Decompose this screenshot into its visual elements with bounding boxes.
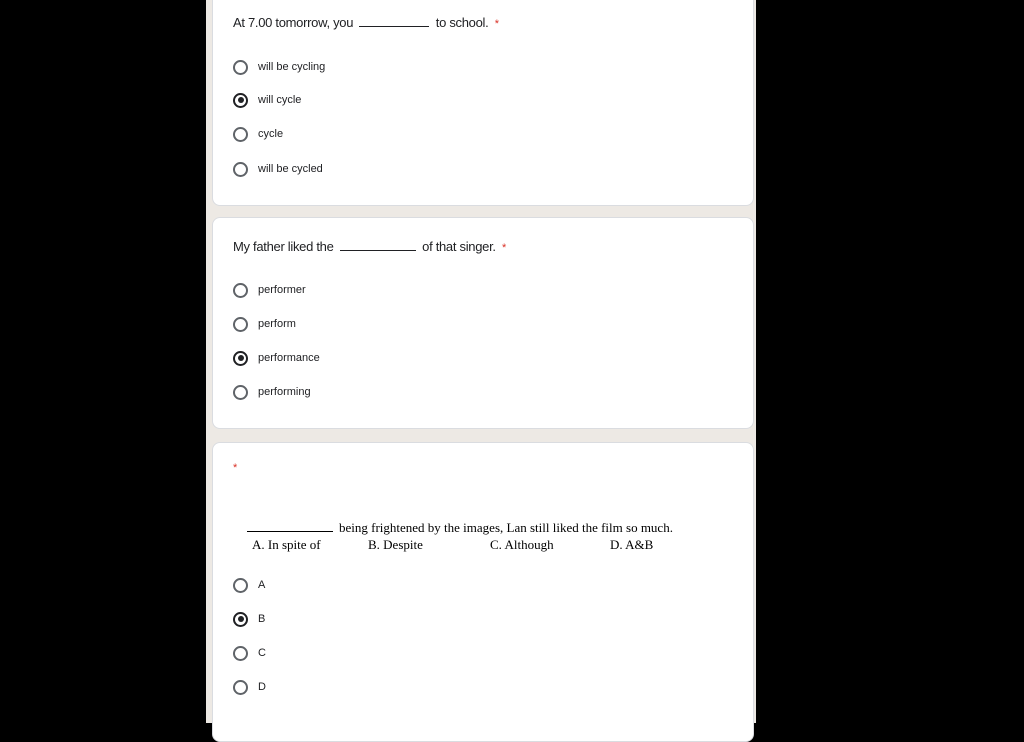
option-label: perform: [258, 318, 296, 330]
option-performing[interactable]: [233, 382, 311, 402]
required-asterisk: *: [494, 18, 499, 30]
radio-button-selected[interactable]: [233, 351, 248, 366]
option-label: A: [258, 579, 266, 591]
option-perform[interactable]: [233, 314, 296, 334]
option-label: D: [258, 681, 266, 693]
option-label: will be cycled: [258, 163, 323, 175]
radio-button-selected[interactable]: [233, 93, 248, 108]
question-text-before: My father liked the: [233, 239, 334, 254]
radio-button[interactable]: [233, 578, 248, 593]
option-will-be-cycled[interactable]: [233, 159, 323, 179]
radio-button[interactable]: [233, 162, 248, 177]
option-c[interactable]: [233, 643, 266, 663]
radio-button[interactable]: [233, 680, 248, 695]
blank-line: [359, 16, 429, 27]
choice-a-text: A. In spite of: [252, 537, 321, 552]
question-card-2: [212, 217, 754, 429]
question-text-after: of that singer.: [422, 239, 496, 254]
question-card-1: [212, 0, 754, 206]
option-label: will be cycling: [258, 61, 326, 73]
radio-button[interactable]: [233, 317, 248, 332]
question-image: [247, 519, 727, 559]
radio-button[interactable]: [233, 60, 248, 75]
question-sentence: [247, 519, 673, 536]
radio-button-selected[interactable]: [233, 612, 248, 627]
option-label: performer: [258, 284, 306, 296]
required-asterisk: *: [233, 462, 238, 474]
question-title: [233, 15, 499, 30]
radio-button[interactable]: [233, 127, 248, 142]
option-cycle[interactable]: [233, 124, 283, 144]
blank-line: [340, 240, 416, 251]
option-will-be-cycling[interactable]: [233, 57, 325, 77]
option-a[interactable]: [233, 575, 265, 595]
sentence-text: being frightened by the images, Lan still liked the film so much.: [339, 520, 673, 535]
option-label: will cycle: [258, 94, 302, 106]
option-will-cycle[interactable]: [233, 90, 301, 110]
blank-line: [247, 519, 333, 532]
choice-d-text: D. A&B: [610, 537, 654, 552]
option-label: performance: [258, 352, 320, 364]
choice-c-text: C. Although: [490, 537, 554, 552]
option-performance[interactable]: [233, 348, 320, 368]
option-d[interactable]: [233, 677, 266, 697]
question-text-before: At 7.00 tomorrow, you: [233, 15, 354, 30]
radio-button[interactable]: [233, 385, 248, 400]
radio-button[interactable]: [233, 283, 248, 298]
question-card-3: [212, 442, 754, 742]
option-label: C: [258, 647, 266, 659]
question-title: [233, 239, 506, 254]
option-label: cycle: [258, 128, 284, 140]
option-label: performing: [258, 386, 311, 398]
option-performer[interactable]: [233, 280, 306, 300]
choice-b-text: B. Despite: [368, 537, 423, 552]
required-asterisk: *: [502, 242, 506, 254]
option-label: B: [258, 613, 266, 625]
radio-button[interactable]: [233, 646, 248, 661]
option-b[interactable]: [233, 609, 265, 629]
question-text-after: to school.: [435, 15, 489, 30]
